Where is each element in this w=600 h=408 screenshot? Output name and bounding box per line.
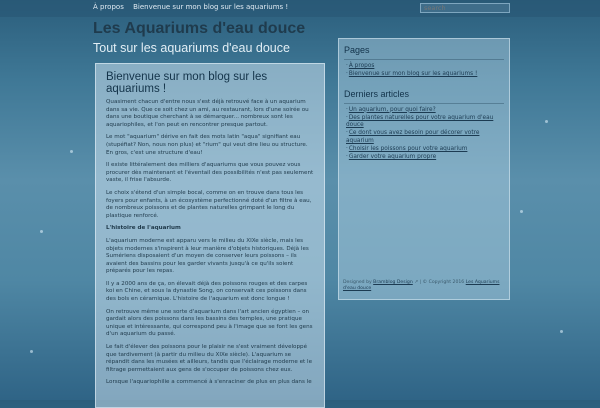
post-paragraph: Il y a 2000 ans de ça, on élevait déjà des poissons rouges et des carpes koi en Chine, et sous la dynastie Song, on conservait ces poissons dans des bols en céramique. L'histoire de l'aquarium est donc longue !	[106, 280, 308, 303]
recent-post-link[interactable]	[344, 130, 504, 145]
sidebar	[338, 38, 510, 300]
sidebar-page-link[interactable]	[344, 71, 504, 78]
site-tagline: Tout sur les aquariums d'eau douce	[93, 41, 290, 55]
external-link-icon: ↗	[414, 280, 419, 285]
bullet-icon: ·	[346, 154, 348, 161]
bullet-icon: ·	[346, 71, 348, 78]
post-paragraph: Lorsque l'aquariophilie a commencé à s'enraciner de plus en plus dans le	[106, 379, 312, 386]
post-paragraph: Le choix s'étend d'un simple bocal, comme on en trouve dans tous les foyers pour enfants, à un écosystème perfectionné doté d'un filtre à eau, de nombreux poissons et de plantes naturelles grimpant le long du plastique renforcé.	[106, 189, 312, 219]
post-paragraph: L'aquarium moderne est apparu vers le milieu du XIXe siècle, mais les objets modernes s'inspirent à leur manière d'objets historiques. Déjà les Sumériens disposaient d'un moyen de conserver leurs poissons – ils avaient des bassins pour les garder vivants jusqu'à ce qu'ils soient préparés pour les repas.	[106, 237, 309, 275]
footer-copyright: | © Copyright 2016	[419, 280, 465, 285]
recent-posts-title: Derniers articles	[344, 88, 410, 99]
recent-posts-widget	[344, 89, 504, 162]
recent-post-label[interactable]: Choisir les poissons pour votre aquarium	[348, 146, 468, 153]
post-paragraph: Le mot "aquarium" dérive en fait des mots latin "aqua" signifiant eau (stupéfiat? Non, nous non plus) et "rium" qui veut dire lieu ou structure. En gros, c'est une structure d'eau!	[106, 134, 308, 156]
post-title[interactable]: Bienvenue sur mon blog sur les aquariums !	[106, 71, 268, 95]
sidebar-page-label[interactable]: Bienvenue sur mon blog sur les aquariums !	[348, 71, 478, 78]
widget-divider	[344, 103, 504, 104]
main-content	[95, 63, 325, 408]
recent-post-link[interactable]	[344, 115, 504, 130]
bullet-icon: ·	[346, 130, 348, 137]
bullet-icon: ·	[346, 106, 348, 113]
site-title[interactable]: Les Aquariums d'eau douce	[93, 20, 306, 37]
topnav-link-welcome[interactable]: Bienvenue sur mon blog sur les aquariums !	[133, 3, 289, 11]
post-paragraph: Le fait d'élever des poissons pour le plaisir ne s'est vraiment développé que tardivement (à partir du milieu du XIXe siècle). L'aquarium se répandit dans les musées et ailleurs, tandis que l'éclairage moderne et le filtrage permettaient aux gens de s'occuper de poissons chez eux.	[106, 344, 313, 373]
footer-designed-by: Designed by	[343, 280, 372, 285]
sidebar-page-link[interactable]	[344, 63, 504, 70]
top-bar	[0, 0, 600, 17]
search-input[interactable]	[420, 3, 510, 13]
bullet-icon: ·	[346, 146, 348, 153]
footer-credits	[343, 280, 508, 292]
recent-post-label[interactable]: Un aquarium, pour quoi faire?	[348, 106, 436, 113]
widget-divider	[344, 59, 504, 60]
pages-widget-title: Pages	[344, 45, 370, 55]
sidebar-page-label[interactable]: À propos	[348, 63, 375, 69]
recent-post-label[interactable]: Ce dont vous avez besoin pour décorer votre aquarium	[346, 130, 480, 144]
recent-post-label[interactable]: Garder votre aquarium propre	[348, 154, 437, 161]
recent-post-link[interactable]	[344, 154, 504, 161]
post-paragraph: Quasiment chacun d'entre nous s'est déjà retrouvé face à un aquarium dans sa vie. Que ce soit chez un ami, au restaurant, lors d'une soirée ou dans une boutique cherchant à se démarquer... nombreux sont les aquariophiles, et l'on peut en rencontrer presque partout.	[106, 99, 309, 128]
post-subheading: L'histoire de l'aquarium	[106, 225, 181, 232]
pages-widget	[344, 45, 504, 79]
recent-post-link[interactable]	[344, 146, 504, 153]
recent-post-label[interactable]: Des plantes naturelles pour votre aquarium d'eau douce	[346, 114, 494, 129]
recent-post-link[interactable]	[344, 107, 504, 114]
footer-designer-link[interactable]: Bramblog Design	[373, 280, 413, 285]
top-navigation	[93, 3, 295, 11]
topnav-link-about[interactable]: À propos	[93, 3, 124, 11]
post-paragraph: On retrouve même une sorte d'aquarium dans l'art ancien égyptien – on gardait alors des poissons dans les bassins des temples, une pratique unique et intéressante, qui correspond peu à l'image que se font les gens d'un aquarium du passé.	[106, 308, 313, 338]
bullet-icon: ·	[346, 114, 348, 121]
footer-site-link[interactable]: Les Aquariums d'eau douce	[343, 280, 500, 291]
post-paragraph: Il existe littéralement des milliers d'aquariums que vous pouvez vous procurer dès maintenant et l'éventail des possibilités n'est pas seulement vaste, il frise l'absurde.	[106, 162, 314, 184]
bullet-icon: ·	[346, 63, 348, 69]
